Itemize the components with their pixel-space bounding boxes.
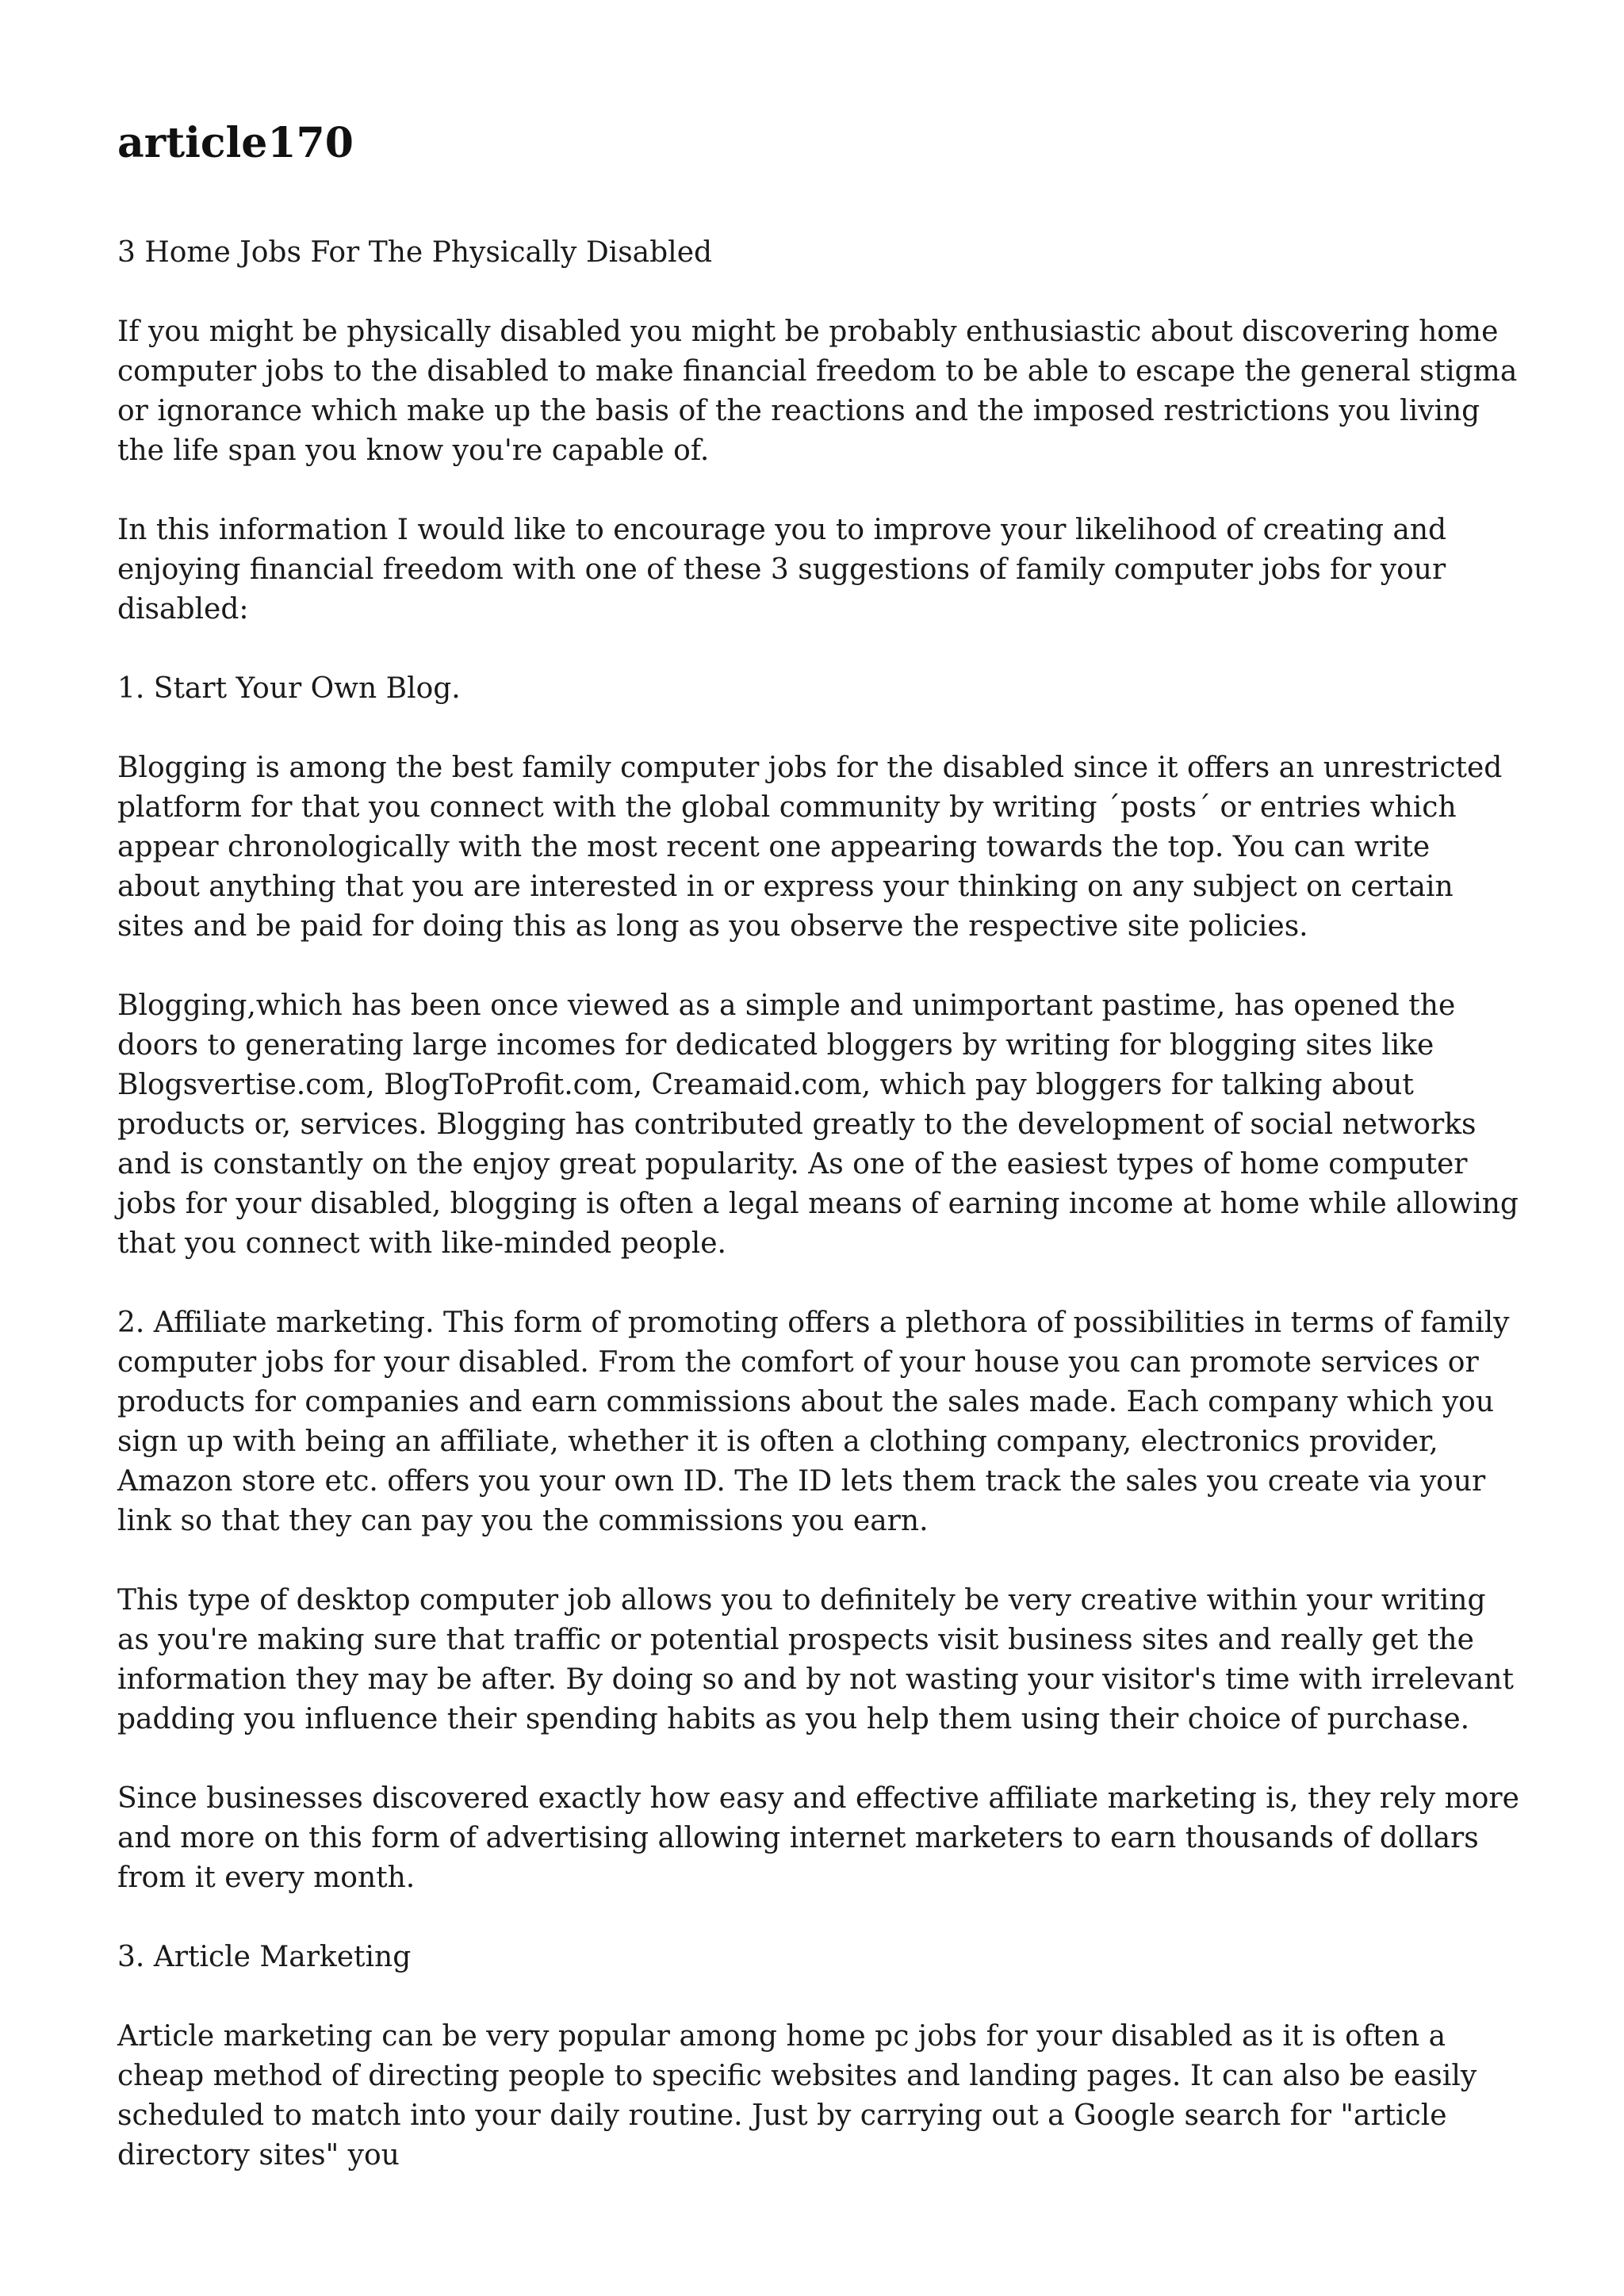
paragraph-affiliate-3: Since businesses discovered exactly how easy and effective affiliate marketing is, they rely more and more on this form of advertising allowing internet marketers to earn thousands of dollars from it every month.	[117, 1782, 1519, 1895]
paragraph-intro: If you might be physically disabled you might be probably enthusiastic about discovering home computer jobs to the disabled to make financial freedom to be able to escape the general stigma or ignorance which make up the basis of the reactions and the imposed restrictions you living the life span you know you're capable of.	[117, 316, 1518, 468]
page-title: article170	[117, 119, 354, 167]
section-heading-article-marketing: 3. Article Marketing	[117, 1941, 412, 1974]
paragraph-article-marketing: Article marketing can be very popular among home pc jobs for your disabled as it is often a cheap method of directing people to specific websites and landing pages. It can also be easily scheduled to match into your daily routine. Just by carrying out a Google search for "article directory sites" you	[117, 2020, 1477, 2172]
paragraph-affiliate-2: This type of desktop computer job allows you to definitely be very creative within your writing as you're making sure that traffic or potential prospects visit business sites and really get the information they may be after. By doing so and by not wasting your visitor's time with irrelevant padding you influence their spending habits as you help them using their choice of purchase.	[117, 1584, 1514, 1736]
section-heading-blog: 1. Start Your Own Blog.	[117, 672, 461, 706]
article-subtitle: 3 Home Jobs For The Physically Disabled	[117, 236, 713, 270]
paragraph-encourage: In this information I would like to encourage you to improve your likelihood of creating and enjoying financial freedom with one of these 3 suggestions of family computer jobs for your disabled:	[117, 514, 1447, 626]
paragraph-blogging-2: Blogging,which has been once viewed as a simple and unimportant pastime, has opened the doors to generating large incomes for dedicated bloggers by writing for blogging sites like Blogsvertise.com, BlogToProfit.com, Creamaid.com, which pay bloggers for talking about products or, services. Blogging has contributed greatly to the development of social networks and is constantly on the enjoy great popularity. As one of the easiest types of home computer jobs for your disabled, blogging is often a legal means of earning income at home while allowing that you connect with like-minded people.	[117, 989, 1519, 1261]
document-page	[117, 119, 1521, 2215]
paragraph-affiliate-1: 2. Affiliate marketing. This form of promoting offers a plethora of possibilities in terms of family computer jobs for your disabled. From the comfort of your house you can promote services or products for companies and earn commissions about the sales made. Each company which you sign up with being an affiliate, whether it is often a clothing company, electronics provider, Amazon store etc. offers you your own ID. The ID lets them track the sales you create via your link so that they can pay you the commissions you earn.	[117, 1307, 1510, 1538]
paragraph-blogging-1: Blogging is among the best family computer jobs for the disabled since it offers an unrestricted platform for that you connect with the global community by writing ´posts´ or entries which appear chronologically with the most recent one appearing towards the top. You can write about anything that you are interested in or express your thinking on any subject on certain sites and be paid for doing this as long as you observe the respective site policies.	[117, 752, 1503, 943]
